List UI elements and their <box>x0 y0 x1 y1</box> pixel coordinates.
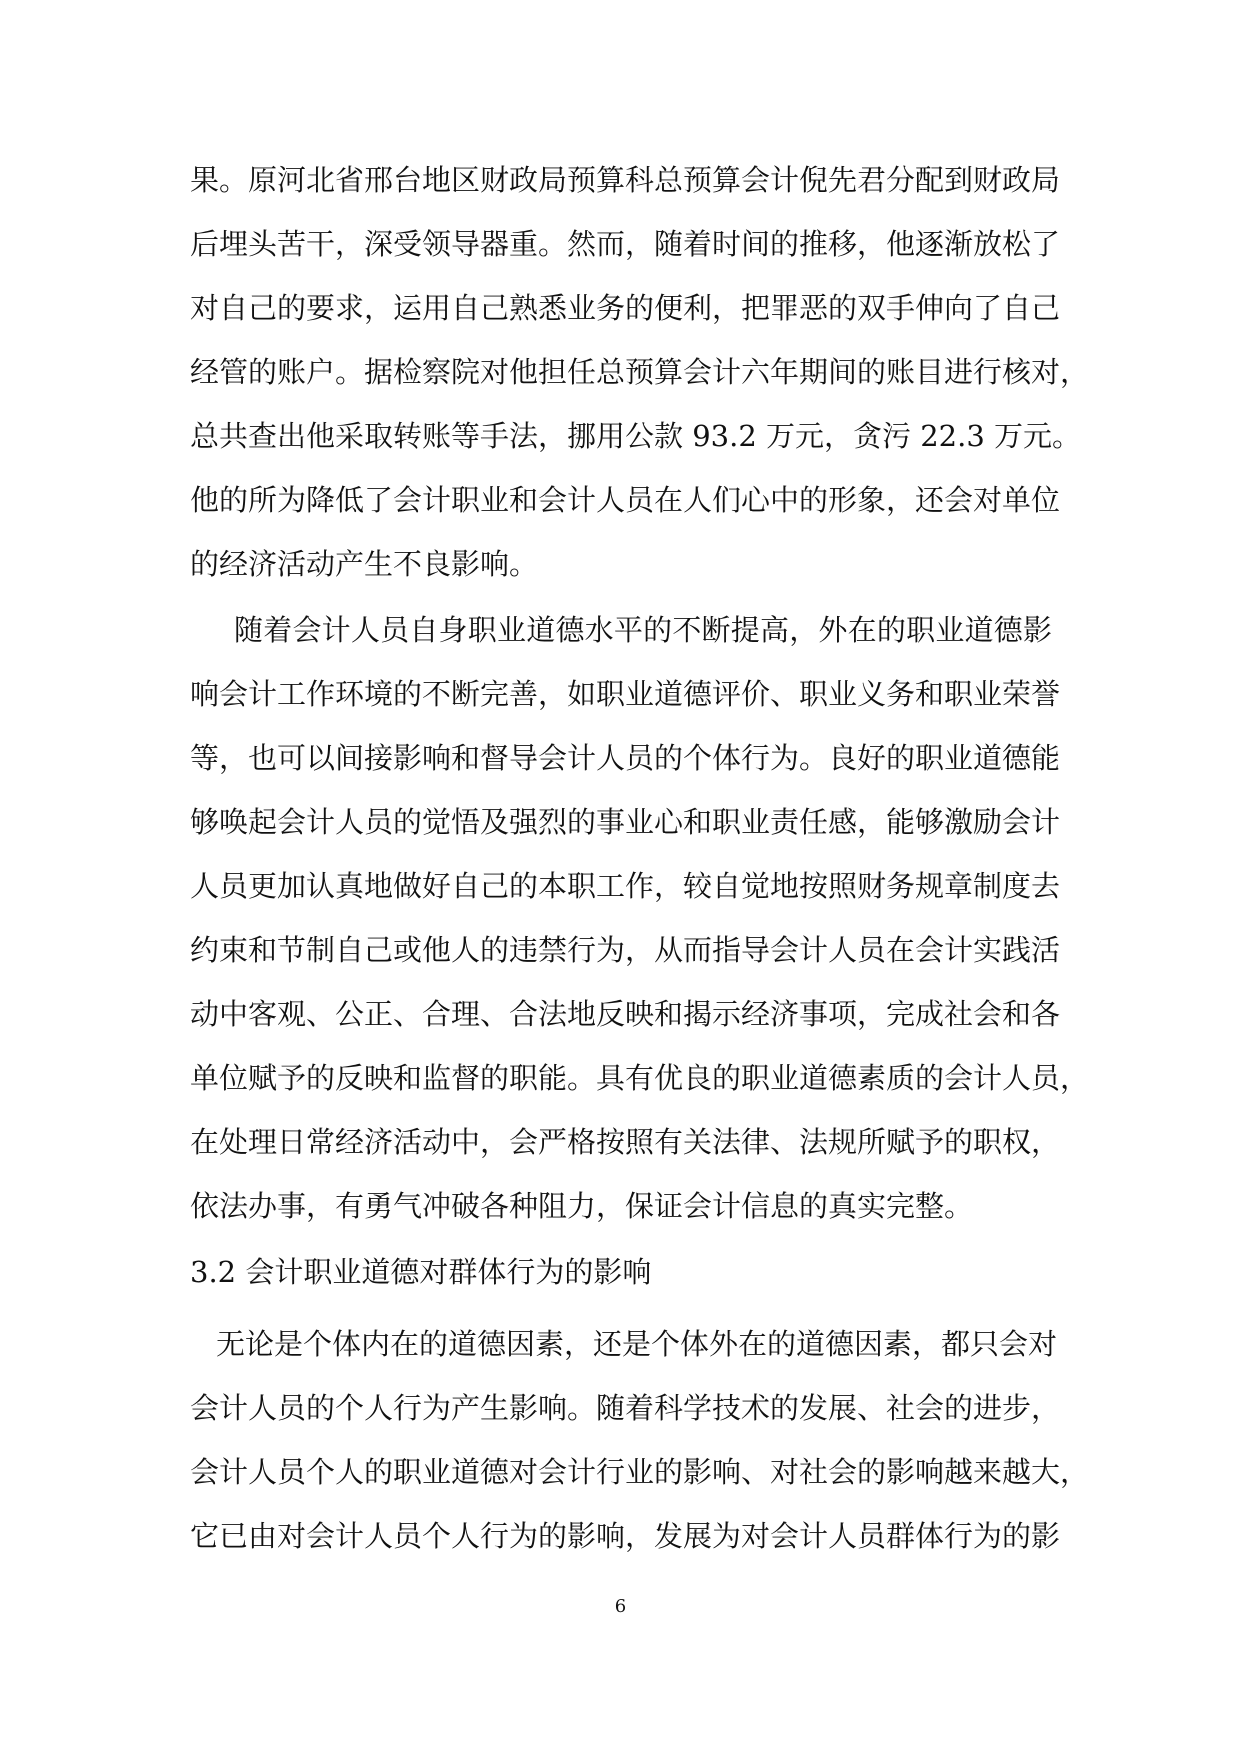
paragraph-1-line-6: 他的所为降低了会计职业和会计人员在人们心中的形象，还会对单位 <box>190 483 1061 517</box>
paragraph-2-line-1: 随着会计人员自身职业道德水平的不断提高，外在的职业道德影 <box>234 613 1052 647</box>
paragraph-1-line-3: 对自己的要求，运用自己熟悉业务的便利，把罪恶的双手伸向了自己 <box>190 291 1061 325</box>
paragraph-2-line-6: 约束和节制自己或他人的违禁行为，从而指导会计人员在会计实践活 <box>190 933 1061 967</box>
paragraph-1-line-4: 经管的账户。据检察院对他担任总预算会计六年期间的账目进行核对， <box>190 355 1090 389</box>
paragraph-3-line-2: 会计人员的个人行为产生影响。随着科学技术的发展、社会的进步， <box>190 1391 1061 1425</box>
paragraph-3-line-1: 无论是个体内在的道德因素，还是个体外在的道德因素，都只会对 <box>216 1327 1058 1361</box>
paragraph-3-line-4: 它已由对会计人员个人行为的影响，发展为对会计人员群体行为的影 <box>190 1519 1061 1553</box>
paragraph-2-line-4: 够唤起会计人员的觉悟及强烈的事业心和职业责任感，能够激励会计 <box>190 805 1061 839</box>
paragraph-3-line-3: 会计人员个人的职业道德对会计行业的影响、对社会的影响越来越大， <box>190 1455 1090 1489</box>
paragraph-2-line-7: 动中客观、公正、合理、合法地反映和揭示经济事项，完成社会和各 <box>190 997 1061 1031</box>
paragraph-2-line-10: 依法办事，有勇气冲破各种阻力，保证会计信息的真实完整。 <box>190 1189 974 1223</box>
page-number: 6 <box>614 1596 627 1617</box>
paragraph-2-line-5: 人员更加认真地做好自己的本职工作，较自觉地按照财务规章制度去 <box>190 869 1061 903</box>
paragraph-2-line-8: 单位赋予的反映和监督的职能。具有优良的职业道德素质的会计人员， <box>190 1061 1090 1095</box>
paragraph-2-line-9: 在处理日常经济活动中，会严格按照有关法律、法规所赋予的职权， <box>190 1125 1061 1159</box>
paragraph-1-line-5: 总共查出他采取转账等手法，挪用公款 93.2 万元，贪污 22.3 万元。 <box>190 419 1082 453</box>
paragraph-1-line-2: 后埋头苦干，深受领导器重。然而，随着时间的推移，他逐渐放松了 <box>190 227 1061 261</box>
paragraph-2-line-2: 响会计工作环境的不断完善，如职业道德评价、职业义务和职业荣誉 <box>190 677 1061 711</box>
paragraph-1-line-7: 的经济活动产生不良影响。 <box>190 547 539 581</box>
section-heading: 3.2 会计职业道德对群体行为的影响 <box>190 1255 652 1289</box>
paragraph-2-line-3: 等，也可以间接影响和督导会计人员的个体行为。良好的职业道德能 <box>190 741 1061 775</box>
paragraph-1-line-1: 果。原河北省邢台地区财政局预算科总预算会计倪先君分配到财政局 <box>190 163 1061 197</box>
